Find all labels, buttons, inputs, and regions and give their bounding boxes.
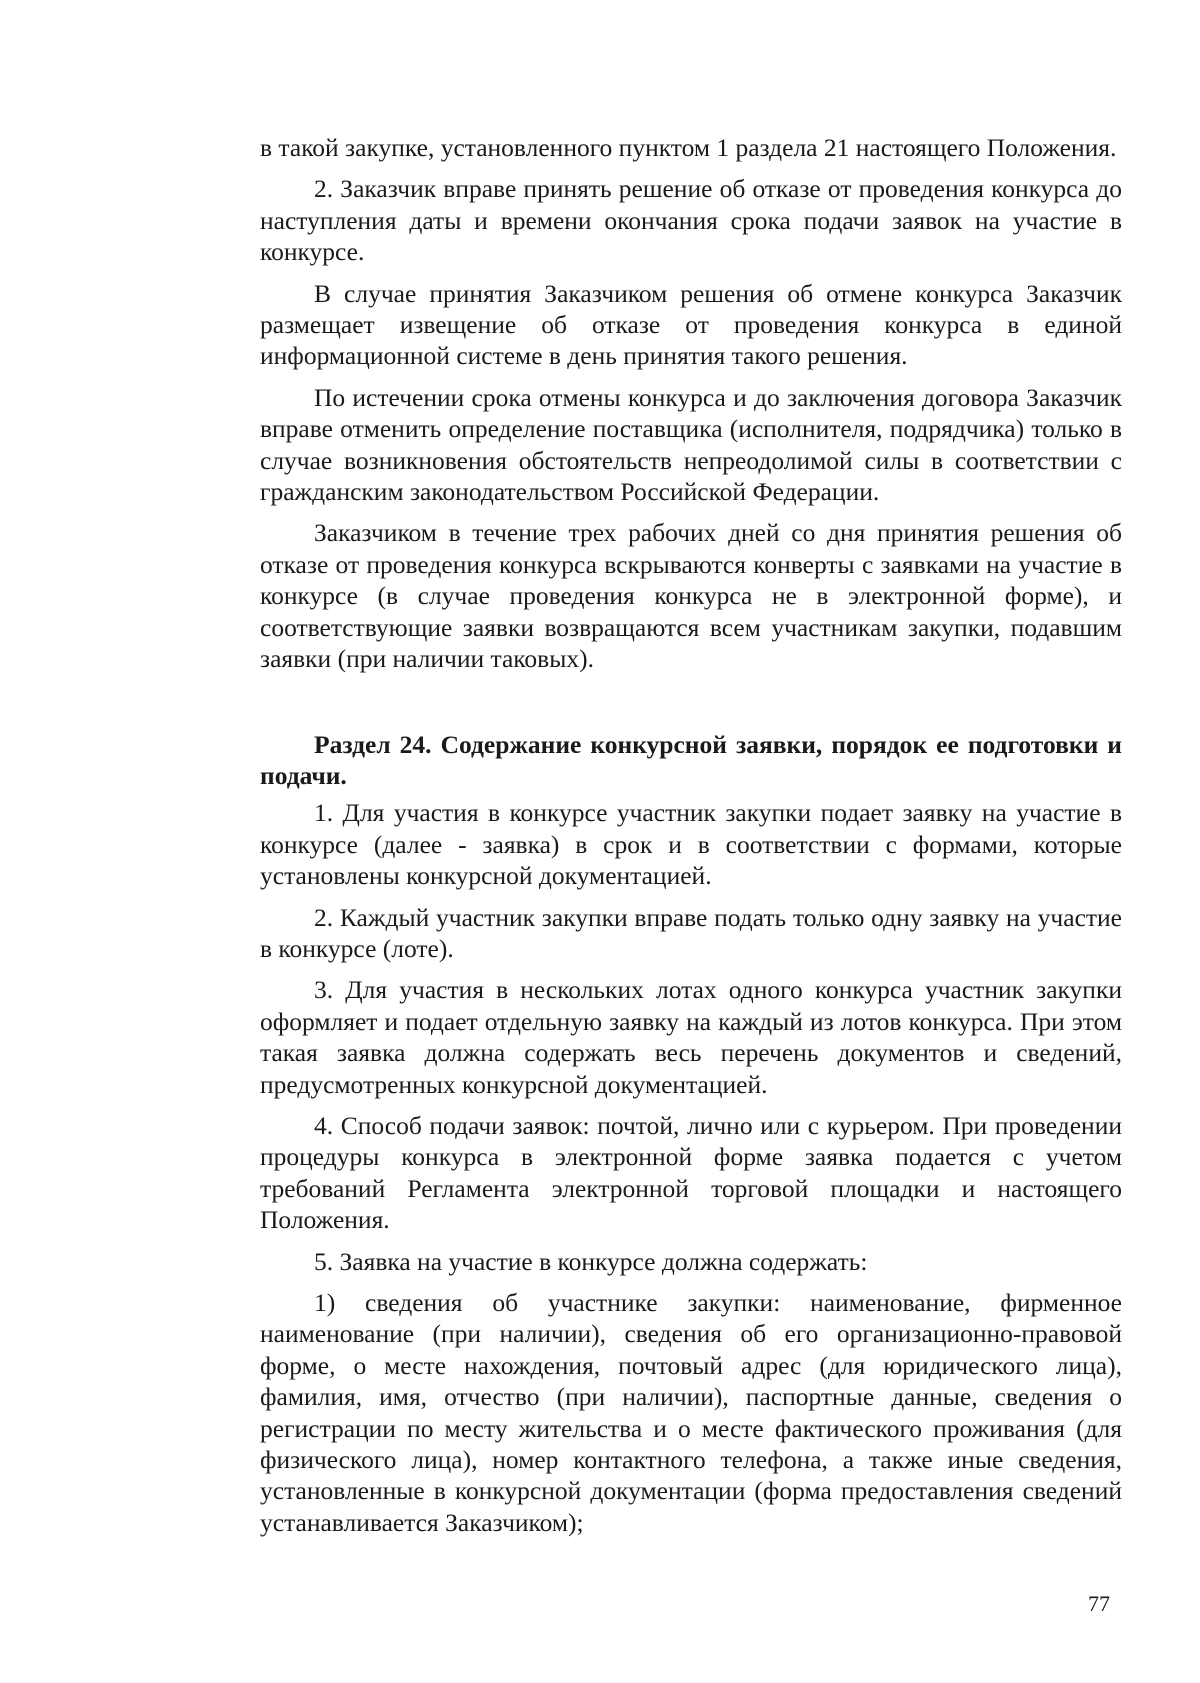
paragraph-item-4: 4. Способ подачи заявок: почтой, лично или с курьером. При проведении процедуры конкурса в электронной форме заявка подается с учетом требований Регламента электронной торговой площадки и настоящего Положения. [260,1110,1122,1235]
paragraph-item-5: 5. Заявка на участие в конкурсе должна содержать: [314,1246,868,1276]
paragraph-item-1: 1. Для участия в конкурсе участник закупки подает заявку на участие в конкурсе (далее - заявка) в срок и в соответствии с формами, которые установлены конкурсной документацией. [260,798,1122,891]
paragraph-force-majeure: По истечении срока отмены конкурса и до заключения договора Заказчик вправе отменить определение поставщика (исполнителя, подрядчика) только в случае возникновения обстоятельств непреодолимой силы в соответствии с гражданским законодательством Российской Федерации. [260,382,1122,507]
paragraph-item-2-refusal: 2. Заказчик вправе принять решение об отказе от проведения конкурса до наступления даты и времени окончания срока подачи заявок на участие в конкурсе. [260,174,1122,267]
paragraph-subitem-1: 1) сведения об участнике закупки: наименование, фирменное наименование (при наличии), сведения об его организационно-правовой форме, о месте нахождения, почтовый адрес (для юридического лица), фамилия, имя, отчество (при наличии), паспортные данные, сведения о регистрации по месту жительства и о месте фактического проживания (для физического лица), номер контактного телефона, а также иные сведения, установленные в конкурсной документации (форма предоставления сведений устанавливается Заказчиком); [260,1288,1122,1537]
page-number: 77 [1088,1591,1110,1616]
paragraph-return-of-bids: Заказчиком в течение трех рабочих дней со дня принятия решения об отказе от проведения конкурса вскрываются конверты с заявками на участие в конкурсе (в случае проведения конкурса не в электронной форме), и соответствующие заявки возвращаются всем участникам закупки, подавшим заявки (при наличии таковых). [260,518,1122,674]
document-body [260,132,1122,1548]
paragraph-notice-of-cancellation: В случае принятия Заказчиком решения об отмене конкурса Заказчик размещает извещение об отказе от проведения конкурса в единой информационной системе в день принятия такого решения. [260,278,1122,371]
paragraph-continuation: в такой закупке, установленного пунктом 1 раздела 21 настоящего Положения. [260,133,1117,162]
paragraph-item-2: 2. Каждый участник закупки вправе подать только одну заявку на участие в конкурсе (лоте). [260,902,1122,963]
section-heading: Раздел 24. Содержание конкурсной заявки, порядок ее подготовки и подачи. [260,729,1122,790]
paragraph-item-3: 3. Для участия в нескольких лотах одного конкурса участник закупки оформляет и подает отдельную заявку на каждый из лотов конкурса. При этом такая заявка должна содержать весь перечень документов и сведений, предусмотренных конкурсной документацией. [260,975,1122,1099]
